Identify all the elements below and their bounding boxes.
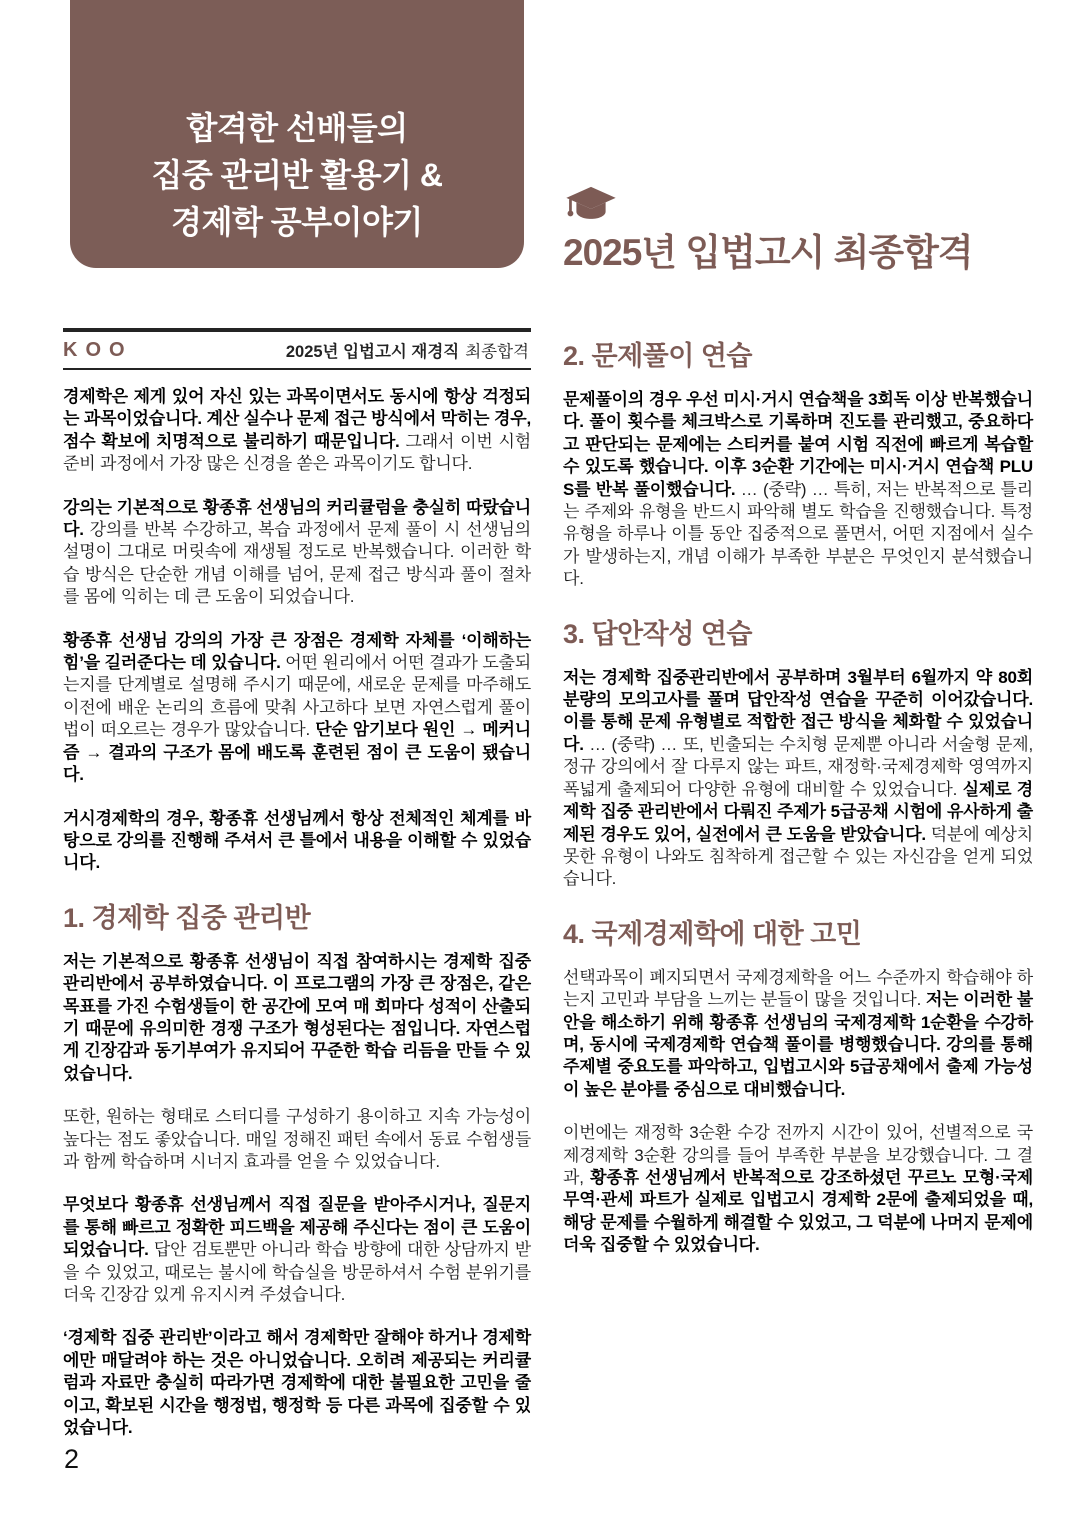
left-column <box>63 328 531 1460</box>
profile-header <box>63 328 531 370</box>
testimonial-paragraph <box>563 1122 1033 1256</box>
banner-title-line: 집중 관리반 활용기 & <box>151 157 443 193</box>
section-heading: 1. 경제학 집중 관리반 <box>63 902 311 933</box>
text-run: 그래서 이번 시험 준비 과정에서 가장 많은 신경을 쏟은 과목이기도 합니다. <box>63 431 532 474</box>
text-run: 저는 경제학 집중관리반에서 공부하며 3월부터 6월까지 약 80회 분량의 모의고사를 풀며 답안작성 연습을 꾸준히 이어갔습니다. 이를 통해 문제 유형별로 적합한 접근 방식을 체화할 수 있었습니다. <box>563 667 1033 754</box>
text-run: 단순 암기보다 원인 → 메커니즘 → 결과의 구조가 몸에 배도록 훈련된 점이 큰 도움이 됐습니다. <box>63 720 531 785</box>
testimonial-paragraph <box>63 497 531 609</box>
testimonial-paragraph <box>63 951 531 1085</box>
text-run: 또한, 원하는 형태로 스터디를 구성하기 용이하고 지속 가능성이 높다는 점도 좋았습니다. 매일 정해진 패턴 속에서 동료 수험생들과 함께 학습하며 시너지 효과를 얻을 수 있었습니다. <box>63 1107 531 1171</box>
banner-title-line: 합격한 선배들의 <box>186 110 408 146</box>
headline <box>563 186 1043 274</box>
testimonial-paragraph <box>63 386 531 476</box>
testimonial-paragraph <box>63 1194 531 1306</box>
text-run: 실제로 경제학 집중 관리반에서 다뤄진 주제가 5급공채 시험에 유사하게 출제된 경우도 있어, 실전에서 큰 도움을 받았습니다. <box>563 779 1033 844</box>
section-heading: 4. 국제경제학에 대한 고민 <box>563 918 862 949</box>
text-run: … (중략) … 또, 빈출되는 수치형 문제뿐 아니라 서술형 문제, 정규 강의에서 잘 다루지 않는 파트, 재정학·국제경제학 영역까지 폭넓게 출제되어 다양한 유형에 대비할 수 있었습니다. <box>563 734 1033 799</box>
banner <box>70 0 524 268</box>
page-title: 2025년 입법고시 최종합격 <box>563 232 973 273</box>
testimonial-paragraph <box>63 808 531 875</box>
text-run: 저는 기본적으로 황종휴 선생님이 직접 참여하시는 경제학 집중 관리반에서 공부하였습니다. 이 프로그램의 가장 큰 장점은, 같은 목표를 가진 수험생들이 한 공간에 모여 매 회마다 성적이 산출되기 때문에 유의미한 경쟁 구조가 형성된다는 점입니다. 자연스럽게 긴장감과 동기부여가 유지되어 꾸준한 학습 리듬을 만들 수 있었습니다. <box>63 951 531 1083</box>
profile-qualification <box>286 338 529 362</box>
text-run: 어떤 원리에서 어떤 결과가 도출되는지를 단계별로 설명해 주시기 때문에, 새로운 문제를 마주해도 이전에 배운 논리의 흐름에 맞춰 사고하다 보면 자연스럽게 풀이법이 떠오르는 경우가 많았습니다. <box>63 653 531 740</box>
testimonial-paragraph <box>563 667 1033 891</box>
testimonial-paragraph <box>63 630 531 787</box>
testimonial-paragraph <box>563 967 1033 1101</box>
page-number: 2 <box>64 1444 80 1474</box>
text-run: 선택과목이 폐지되면서 국제경제학을 어느 수준까지 학습해야 하는지 고민과 부담을 느끼는 분들이 많을 것입니다. <box>563 967 1033 1010</box>
section-heading: 2. 문제풀이 연습 <box>563 341 753 371</box>
text-run: 경제학은 제게 있어 자신 있는 과목이면서도 동시에 항상 걱정되는 과목이었습니다. 계산 실수나 문제 접근 방식에서 막히는 경우, 점수 확보에 치명적으로 불리하기 때문입니다. <box>63 387 531 451</box>
banner-title-line: 경제학 공부이야기 <box>171 204 423 240</box>
text-run: 덕분에 예상치 못한 유형이 나와도 침착하게 접근할 수 있는 자신감을 얻게 되었습니다. <box>563 824 1033 889</box>
profile-qualification-regular: 최종합격 <box>465 343 529 361</box>
text-run: ‘경제학 집중 관리반’이라고 해서 경제학만 잘해야 하거나 경제학에만 매달려야 하는 것은 아니었습니다. 오히려 제공되는 커리큘럼과 자료만 충실히 따라가면 경제학에 대한 불필요한 고민을 줄이고, 확보된 시간을 행정법, 행정학 등 다른 과목에 집중할 수 있었습니다. <box>63 1328 531 1438</box>
text-run: 문제풀이의 경우 우선 미시·거시 연습책을 3회독 이상 반복했습니다. 풀이 횟수를 체크박스로 기록하며 진도를 관리했고, 중요하다고 판단되는 문제에는 스티커를 붙여 시험 직전에 빠르게 복습할 수 있도록 했습니다. 이후 3순환 기간에는 미시·거시 연습책 PLUS를 반복 풀이했습니다. <box>563 390 1033 499</box>
text-run: … (중략) … 특히, 저는 반복적으로 틀리는 주제와 유형을 반드시 파악해 별도 학습을 진행했습니다. 특정 유형을 하루나 이틀 동안 집중적으로 풀면서, 어떤 지점에서 실수가 발생하는지, 개념 이해가 부족한 부분은 무엇인지 분석했습니다. <box>563 479 1033 589</box>
text-run: 무엇보다 황종휴 선생님께서 직접 질문을 받아주시거나, 질문지를 통해 빠르고 정확한 피드백을 제공해 주신다는 점이 큰 도움이 되었습니다. <box>63 1195 531 1260</box>
testimonial-paragraph <box>63 1106 531 1173</box>
right-column <box>563 318 1033 1278</box>
text-run: 답안 검토뿐만 아니라 학습 방향에 대한 상담까지 받을 수 있었고, 때로는 불시에 학습실을 방문하셔서 수험 분위기를 더욱 긴장감 있게 유지시켜 주셨습니다. <box>63 1240 531 1304</box>
text-run: 강의는 기본적으로 황종휴 선생님의 커리큘럼을 충실히 따랐습니다. <box>63 497 531 540</box>
text-run: 이번에는 재정학 3순환 수강 전까지 시간이 있어, 선별적으로 국제경제학 3순환 강의를 들어 부족한 부분을 보강했습니다. 그 결과, <box>563 1123 1033 1187</box>
right-column-blocks <box>563 334 1033 1257</box>
testimonial-paragraph <box>563 389 1033 591</box>
text-run: 황종휴 선생님 강의의 가장 큰 장점은 경제학 자체를 ‘이해하는 힘’을 길러준다는 데 있습니다. <box>63 630 531 673</box>
graduation-cap-icon <box>565 186 617 228</box>
profile-name: KOO <box>63 338 133 361</box>
text-run: 황종휴 선생님께서 반복적으로 강조하셨던 꾸르노 모형·국제무역·관세 파트가 실제로 입법고시 경제학 2문에 출제되었을 때, 해당 문제를 수월하게 해결할 수 있었고, 그 덕분에 나머지 문제에 더욱 집중할 수 있었습니다. <box>563 1167 1033 1255</box>
profile-qualification-bold: 2025년 입법고시 재경직 <box>285 343 460 361</box>
left-column-blocks <box>63 386 531 1439</box>
text-run: 저는 이러한 불안을 해소하기 위해 황종휴 선생님의 국제경제학 1순환을 수강하며, 동시에 국제경제학 연습책 풀이를 병행했습니다. 강의를 통해 주제별 중요도를 파악하고, 입법고시와 5급공채에서 출제 가능성이 높은 분야를 중심으로 대비했습니다. <box>563 990 1033 1099</box>
text-run: 거시경제학의 경우, 황종휴 선생님께서 항상 전체적인 체계를 바탕으로 강의를 진행해 주셔서 큰 틀에서 내용을 이해할 수 있었습니다. <box>63 808 531 873</box>
section-heading: 3. 답안작성 연습 <box>563 618 753 649</box>
testimonial-paragraph <box>63 1327 531 1439</box>
text-run: 강의를 반복 수강하고, 복습 과정에서 문제 풀이 시 선생님의 설명이 그대로 머릿속에 재생될 정도로 반복했습니다. 이러한 학습 방식은 단순한 개념 이해를 넘어, 문제 접근 방식과 풀이 절차를 몸에 익히는 데 큰 도움이 되었습니다. <box>63 520 531 607</box>
